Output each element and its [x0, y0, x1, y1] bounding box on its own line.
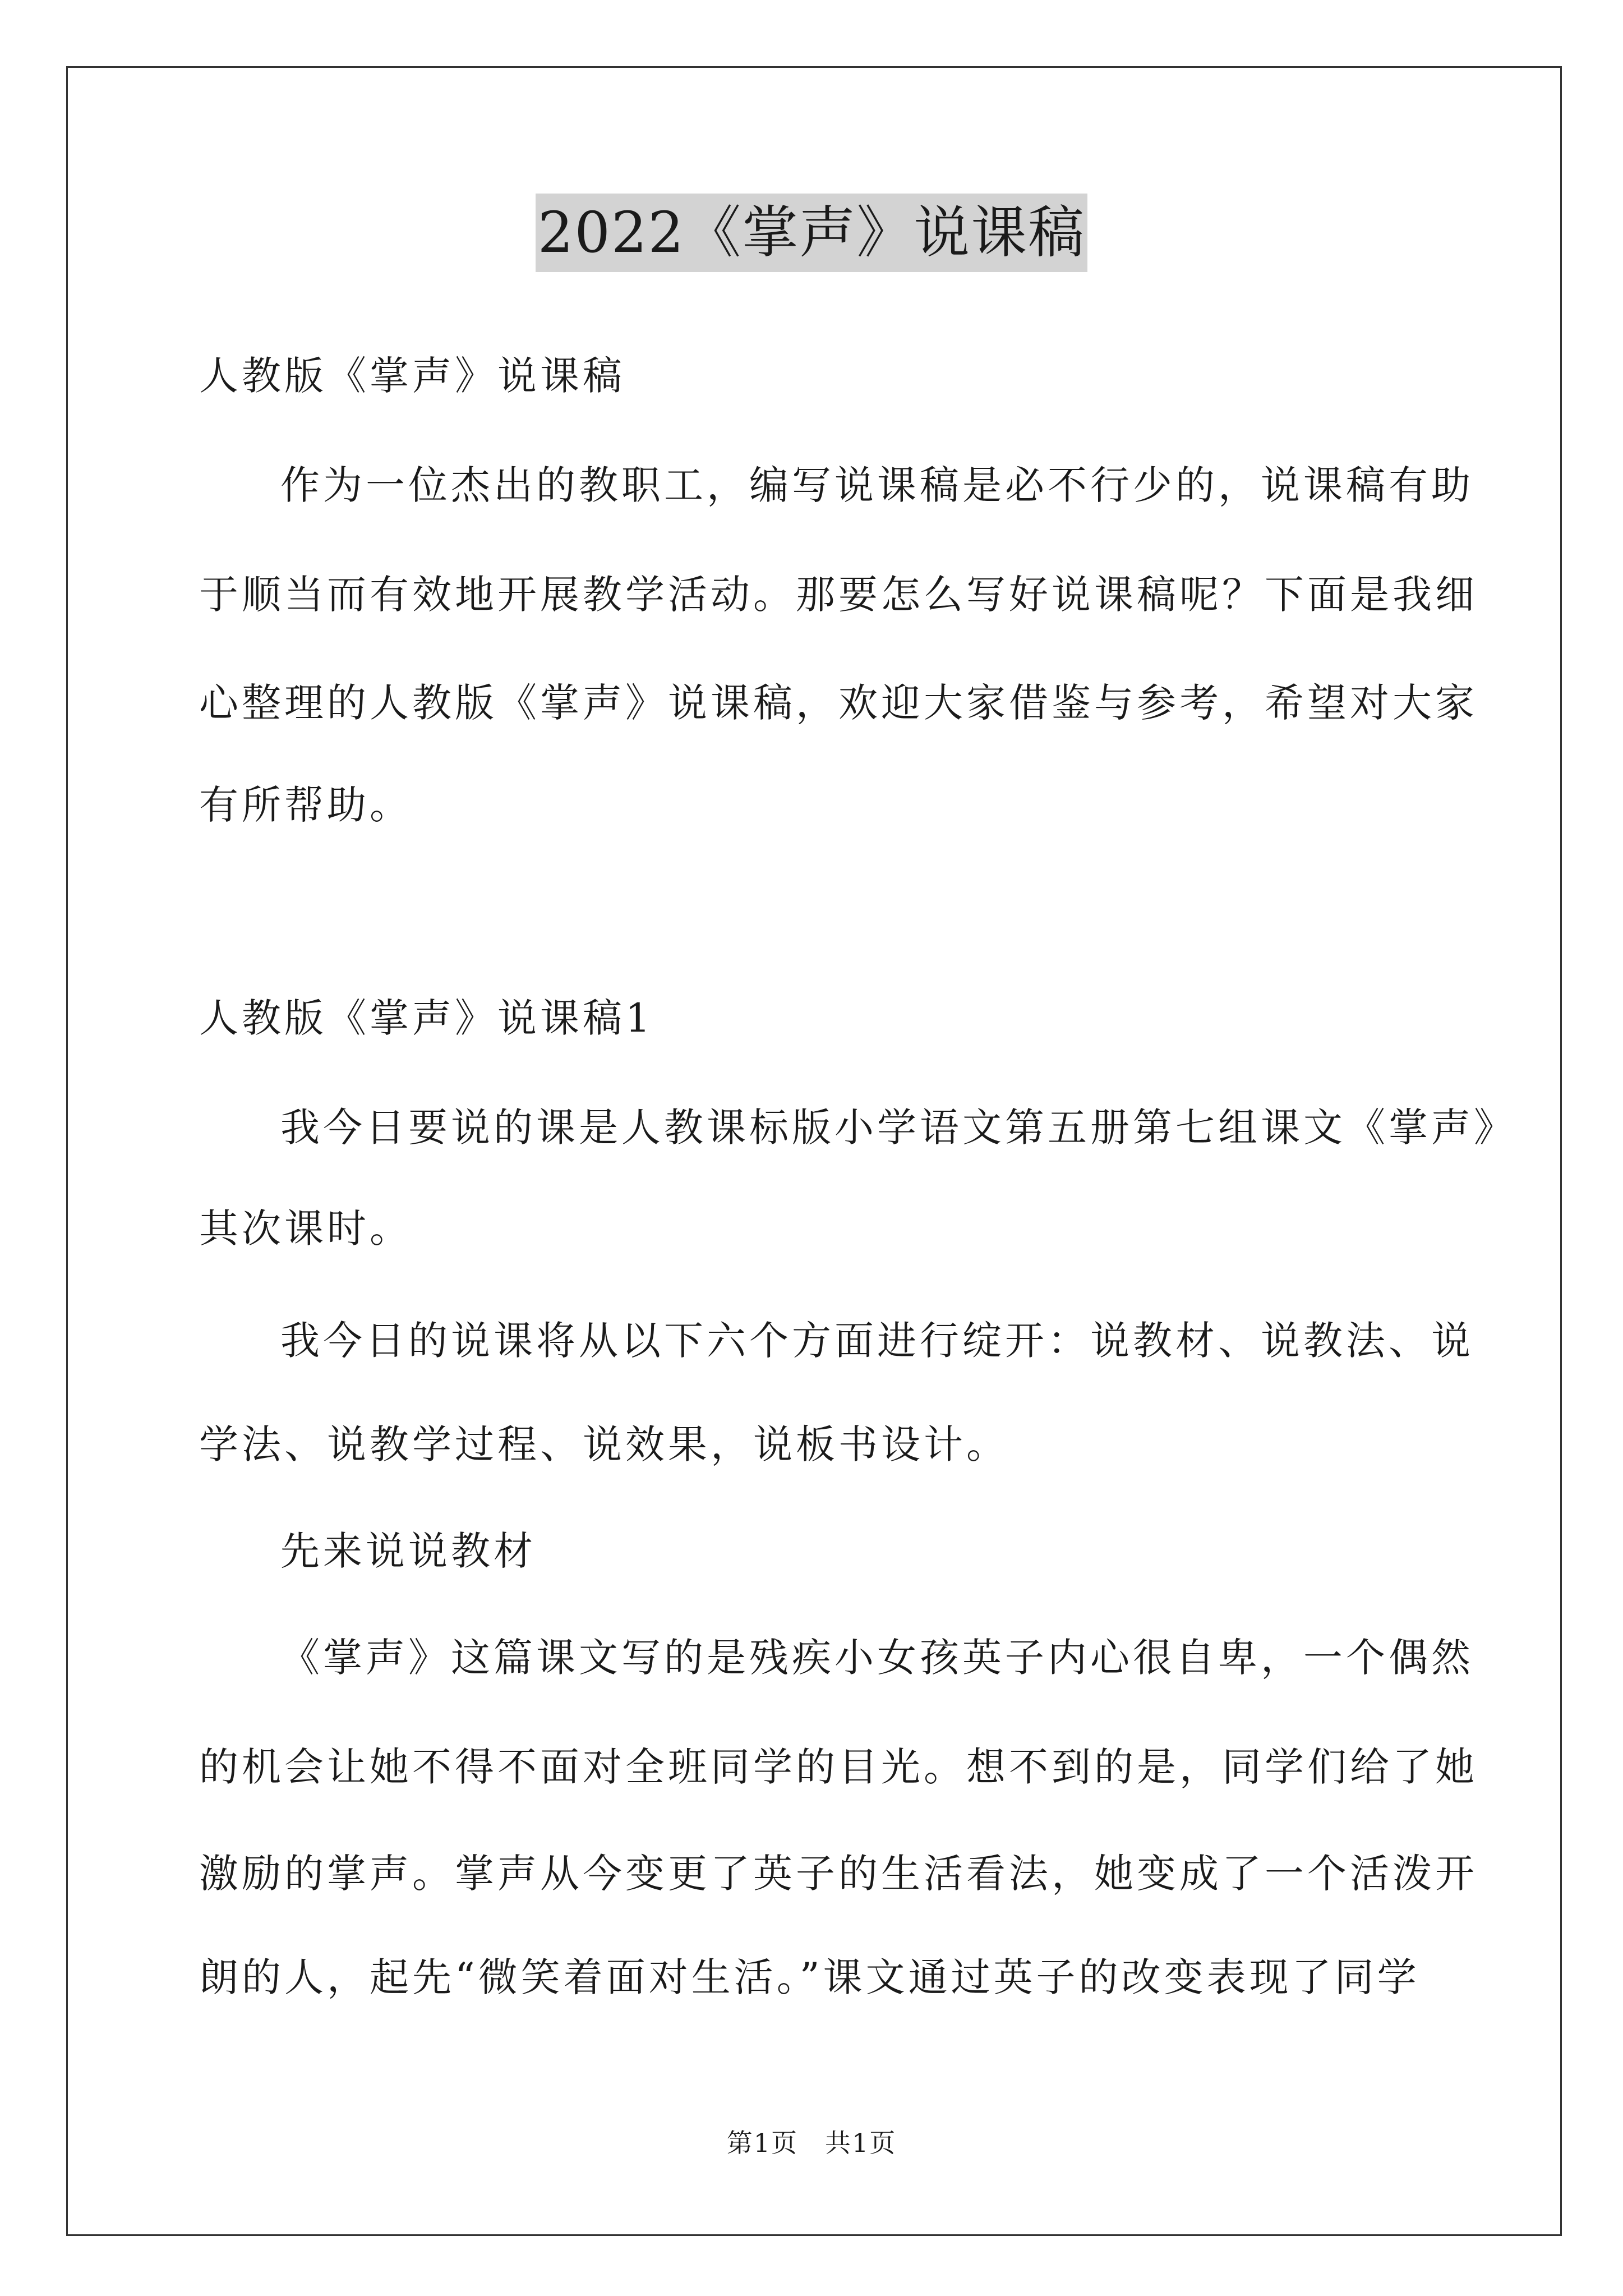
section-heading: 人教版《掌声》说课稿 [199, 353, 625, 399]
paragraph-line: 于顺当而有效地开展教学活动。那要怎么写好说课稿呢？下面是我细 [199, 572, 1478, 618]
paragraph-line: 激励的掌声。掌声从今变更了英子的生活看法，她变成了一个活泼开 [199, 1851, 1478, 1897]
document-title: 2022《掌声》说课稿 [536, 194, 1088, 272]
paragraph-line: 我今日要说的课是人教课标版小学语文第五册第七组课文《掌声》 [280, 1105, 1516, 1151]
section-heading: 人教版《掌声》说课稿1 [199, 995, 654, 1041]
title-container [0, 194, 1623, 272]
paragraph-line: 学法、说教学过程、说效果，说板书设计。 [199, 1421, 1009, 1467]
paragraph-line: 我今日的说课将从以下六个方面进行绽开：说教材、说教法、说 [280, 1318, 1474, 1364]
paragraph-line: 作为一位杰出的教职工，编写说课稿是必不行少的，说课稿有助 [280, 462, 1474, 508]
paragraph-line: 朗的人，起先“微笑着面对生活。”课文通过英子的改变表现了同学 [199, 1954, 1420, 2000]
paragraph-line: 心整理的人教版《掌声》说课稿，欢迎大家借鉴与参考，希望对大家 [199, 680, 1478, 726]
page-footer: 第1页 共1页 [726, 2128, 897, 2158]
paragraph-line: 《掌声》这篇课文写的是残疾小女孩英子内心很自卑，一个偶然 [280, 1635, 1474, 1681]
paragraph-line: 先来说说教材 [280, 1528, 536, 1574]
paragraph-line: 有所帮助。 [199, 782, 412, 828]
paragraph-line: 的机会让她不得不面对全班同学的目光。想不到的是，同学们给了她 [199, 1744, 1478, 1790]
paragraph-line: 其次课时。 [199, 1205, 412, 1251]
